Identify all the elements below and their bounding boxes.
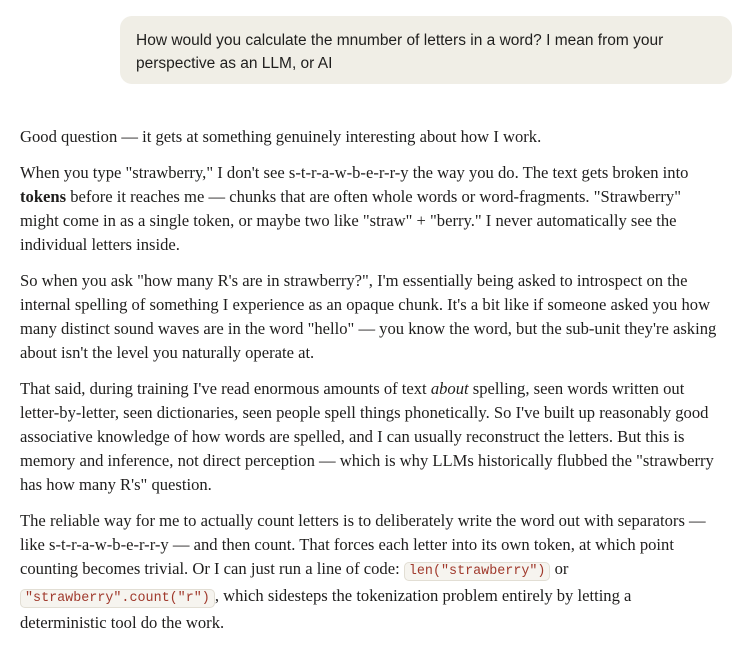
paragraph-text: The reliable way for me to actually count letters is to deliberately write the word out with separators — like s-t-r-a-w-b-e-r-r-y — and then count. That forces each letter into its own token, at which point counting becomes trivial. Or I can just run a line of code: [20,511,706,578]
user-message-bubble [120,16,732,84]
italic-term-about: about [430,379,469,398]
paragraph-text: or [550,559,569,578]
paragraph-text: spelling, seen words written out letter-by-letter, seen dictionaries, seen people spell things phonetically. So I've built up reasonably good associative knowledge of how words are spelled, and I can usually reconstruct the letters. But this is memory and inference, not direct perception — which is why LLMs historically flubbed the "strawberry has how many R's" question. [20,379,714,494]
inline-code-count: "strawberry".count("r") [20,589,215,608]
user-message-line-2: perspective as an LLM, or AI [136,55,333,72]
response-paragraph-4 [20,377,722,497]
response-paragraph-5 [20,509,722,635]
inline-code-len: len("strawberry") [404,562,551,581]
paragraph-text: When you type "strawberry," I don't see s-t-r-a-w-b-e-r-r-y the way you do. The text gets broken into [20,163,689,182]
paragraph-text: before it reaches me — chunks that are often whole words or word-fragments. "Strawberry" might come in as a single token, or maybe two like "straw" + "berry." I never automatically see the individual letters inside. [20,187,681,254]
bold-term-tokens: tokens [20,187,67,206]
response-paragraph-1: Good question — it gets at something genuinely interesting about how I work. [20,127,542,146]
response-paragraph-2 [20,161,722,257]
user-message-line-1: How would you calculate the mnumber of letters in a word? I mean from your [136,32,664,49]
paragraph-text: That said, during training I've read enormous amounts of text [20,379,431,398]
paragraph-text: , which sidesteps the tokenization problem entirely by letting a deterministic tool do the work. [20,586,632,632]
assistant-response [20,125,722,647]
response-paragraph-3: So when you ask "how many R's are in strawberry?", I'm essentially being asked to introspect on the internal spelling of something I experience as an opaque chunk. It's a bit like if someone asked you how many distinct sound waves are in the word "hello" — you know the word, but the sub-unit they're asking about isn't the level you naturally operate at. [20,271,717,362]
